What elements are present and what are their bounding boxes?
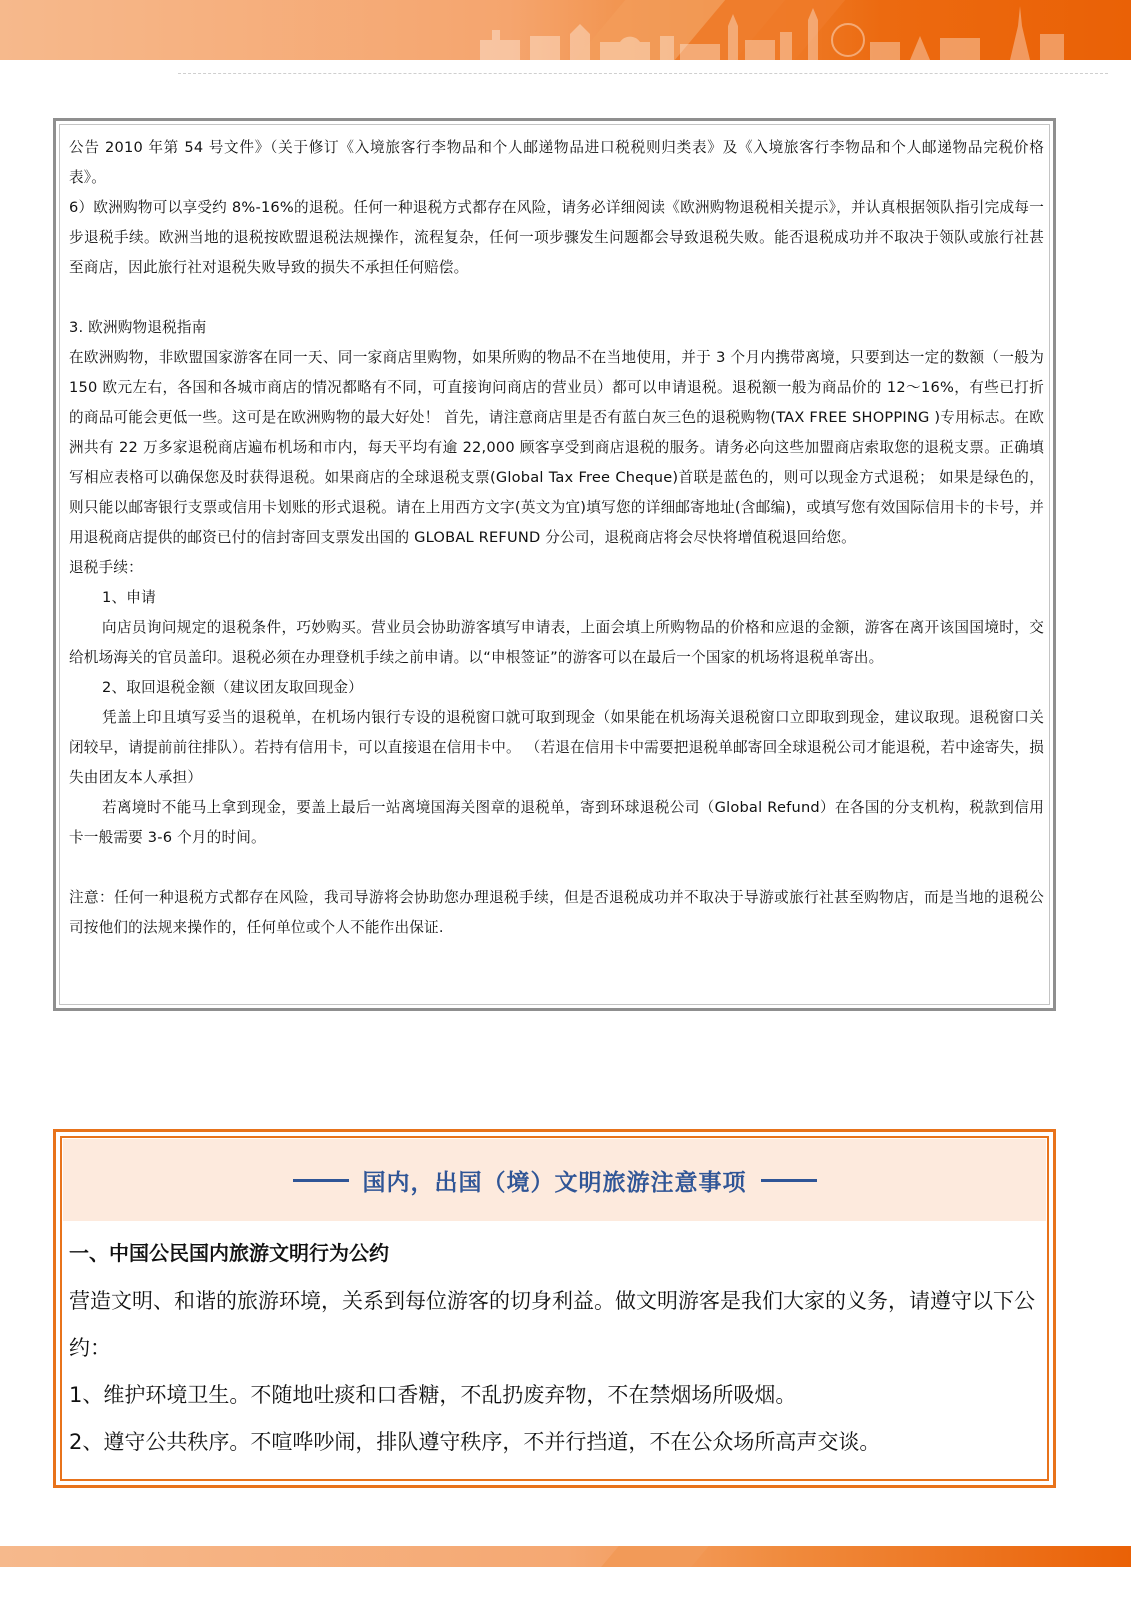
note-paragraph: 注意：任何一种退税方式都存在风险，我司导游将会协助您办理退税手续，但是否退税成功并不取决于导游或旅行社甚至购物店，而是当地的退税公司按他们的法规来操作的，任何单位或个人不能作出保证. [69,889,1044,936]
paragraph: 在欧洲购物，非欧盟国家游客在同一天、同一家商店里购物，如果所购的物品不在当地使用，并于 3 个月内携带离境，只要到达一定的数额（一般为 150 欧元左右，各国和各城市商店的情况都略有不同，可直接询问商店的营业员）都可以申请退税。退税额一般为商品价的 12～16%，有些已打折的商品可能会更低一些。这可是在欧洲购物的最大好处！ 首先，请注意商店里是否有蓝白灰三色的退税购物(TAX FREE SHOPPING )专用标志。在欧洲共有 22 万多家退税商店遍布机场和市内，每天平均有逾 22,000 顾客享受到商店退税的服务。请务必向这些加盟商店索取您的退税支票。正确填写相应表格可以确保您及时获得退税。如果商店的全球退税支票(Global Tax Free Cheque)首联是蓝色的，则可以现金方式退税； 如果是绿色的，则只能以邮寄银行支票或信用卡划账的形式退税。请在上用西方文字(英文为宜)填写您的详细邮寄地址(含邮编)，或填写您有效国际信用卡的卡号，并用退税商店提供的邮资已付的信封寄回支票发出国的 GLOBAL REFUND 分公司，退税商店将会尽快将增值税退回给您。 [69,349,1044,546]
title [63,1139,1046,1221]
city-skyline-icon [470,6,1070,60]
paragraph: 凭盖上印且填写妥当的退税单，在机场内银行专设的退税窗口就可取到现金（如果能在机场海关退税窗口立即取到现金，建议取现。退税窗口关闭较早，请提前前往排队）。若持有信用卡，可以直接退在信用卡中。 （若退在信用卡中需要把退税单邮寄回全球退税公司才能退税，若中途寄失，损失由团友本人承担） [69,709,1044,786]
paragraph: 营造文明、和谐的旅游环境，关系到每位游客的切身利益。做文明游客是我们大家的义务，请遵守以下公约： [69,1289,1035,1360]
title-dash [761,1179,817,1182]
paragraph: 公告 2010 年第 54 号文件》（关于修订《入境旅客行李物品和个人邮递物品进口税税则归类表》及《入境旅客行李物品和个人邮递物品完税价格表》。 [69,139,1044,186]
paragraph: 退税手续： [69,559,143,576]
step-title: 2、取回退税金额（建议团友取回现金） [102,679,363,696]
paragraph: 向店员询问规定的退税条件，巧妙购买。营业员会协助游客填写申请表，上面会填上所购物品的价格和应退的金额，游客在离开该国国境时，交给机场海关的官员盖印。退税必须在办理登机手续之前申请。以“申根签证”的游客可以在最后一个国家的机场将退税单寄出。 [69,619,1044,666]
list-item: 1、维护环境卫生。不随地吐痰和口香糖，不乱扔废弃物，不在禁烟场所吸烟。 [69,1383,797,1407]
title-bar [63,1139,1046,1221]
civilized-travel-box [53,1129,1056,1488]
section-title: 3. 欧洲购物退税指南 [69,319,207,336]
step-title: 1、申请 [102,589,156,606]
footer-stripe [601,1546,709,1567]
tax-refund-panel [53,118,1056,1011]
spacer [69,283,1044,313]
paragraph: 若离境时不能马上拿到现金，要盖上最后一站离境国海关图章的退税单，寄到环球退税公司（Global Refund）在各国的分支机构，税款到信用卡一般需要 3-6 个月的时间。 [69,799,1044,846]
title-dash [293,1179,349,1182]
tax-refund-text [69,133,1044,943]
list-item: 2、遵守公共秩序。不喧哗吵闹，排队遵守秩序，不并行挡道，不在公众场所高声交谈。 [69,1430,881,1454]
footer-bar [0,1546,1131,1567]
header-divider [178,73,1108,74]
section-heading: 一、中国公民国内旅游文明行为公约 [69,1241,389,1265]
title-text: 国内，出国（境）文明旅游注意事项 [362,1169,747,1196]
header-banner [0,0,1131,60]
spacer [69,853,1044,883]
notice-body [69,1278,1049,1466]
paragraph: 6）欧洲购物可以享受约 8%-16%的退税。任何一种退税方式都存在风险，请务必详细阅读《欧洲购物退税相关提示》，并认真根据领队指引完成每一步退税手续。欧洲当地的退税按欧盟退税法规操作，流程复杂，任何一项步骤发生问题都会导致退税失败。能否退税成功并不取决于领队或旅行社甚至商店，因此旅行社对退税失败导致的损失不承担任何赔偿。 [69,199,1044,276]
